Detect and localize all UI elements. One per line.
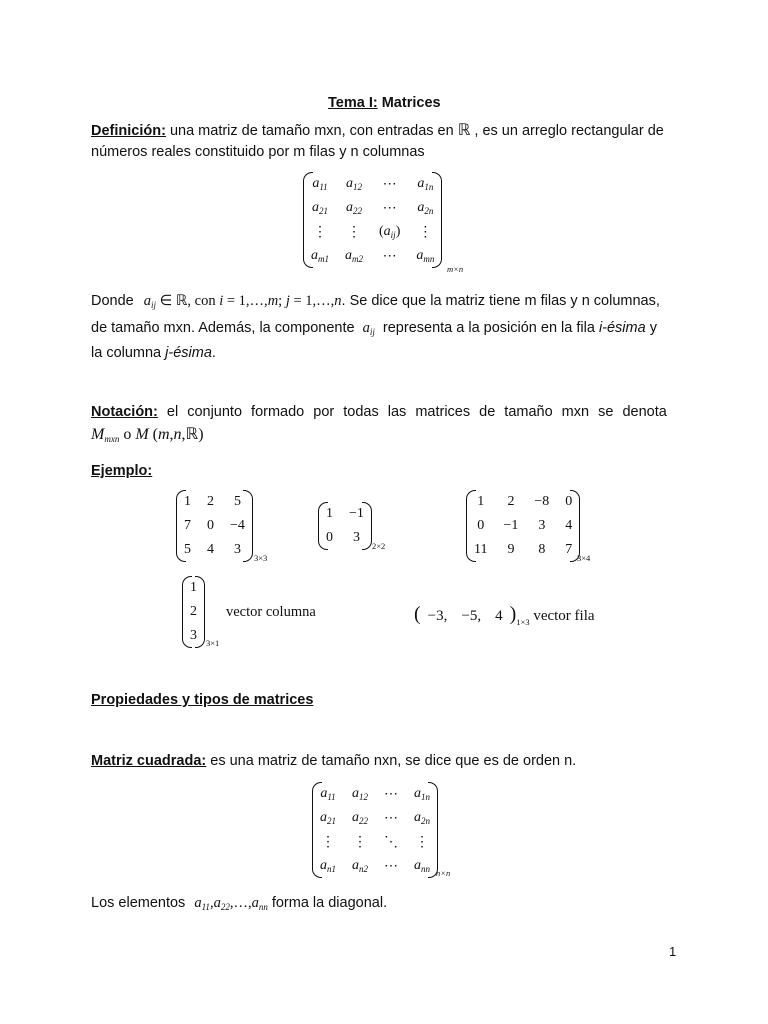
definition-text-b: , es un arreglo rectangular de xyxy=(470,123,664,139)
column-vector-dim: 3×1 xyxy=(206,638,220,648)
matrix-3x4-cell: 1 xyxy=(477,494,485,509)
matrix-3x4-cell: 2 xyxy=(507,494,515,509)
definition-label: Definición: xyxy=(91,123,166,139)
donde-line3-text: la columna xyxy=(91,345,166,361)
donde-line-1: Donde $a_{ij}$ ∈ ℝ, con i = 1,…,m; j = 1,…,n. Se dice que la matriz tiene m filas y n columnas, xyxy=(91,293,660,310)
donde-line2-text: de tamaño mxn. Además, la componente xyxy=(91,320,355,336)
notation-math: $M_{mxn}$ o M (m,n,ℝ) xyxy=(91,426,204,444)
matrix-2x2-cell: 1 xyxy=(326,506,333,521)
matrix-3x4-cell: 0 xyxy=(565,494,573,509)
notation-line xyxy=(91,402,667,422)
column-vector-cell: 3 xyxy=(190,628,197,643)
matrix-3x4-cell: 3 xyxy=(538,518,546,533)
definition-line-2: números reales constituido por m filas y n columnas xyxy=(91,144,425,160)
definition-line-1 xyxy=(91,121,664,141)
matrix-3x3-cell: 2 xyxy=(207,494,214,509)
example-label: Ejemplo: xyxy=(91,463,153,479)
row-vector-entry: −5, xyxy=(461,608,482,624)
diagonal-line: Los elementos $a_{11},a_{22},\dots,a_{nn}$ forma la diagonal. xyxy=(91,895,388,912)
general-matrix: $a_{11}$ $a_{12}$ ⋯ $a_{1n}$ $a_{21}$ $a_{22}$ ⋯ $a_{2n}$ ⋮ ⋮ $(a_{ij})$ ⋮ $a_{m1}$ $a_{m2}$ ⋯ $a_{mn}$ xyxy=(303,172,442,268)
diagonal-text-2: forma la diagonal. xyxy=(267,895,388,911)
row-vector-entry: 4 xyxy=(495,608,503,624)
page-number: 1 xyxy=(669,944,677,959)
donde-line2-text-c: y xyxy=(645,320,657,336)
matrix-3x3-cell: 3 xyxy=(233,542,241,557)
example-matrix-3x4 xyxy=(466,490,580,562)
matrix-3x4-cell: 11 xyxy=(474,542,488,557)
matrix-3x3-cell: 7 xyxy=(184,518,191,533)
example-matrix-3x3 xyxy=(176,490,253,562)
example-matrix-2x2 xyxy=(318,502,372,550)
donde-text: Donde xyxy=(91,293,134,309)
matrix-3x4-cell: 7 xyxy=(565,542,573,557)
matrix-2x2-cell: −1 xyxy=(349,506,364,521)
donde-line3-italic: j-ésima xyxy=(165,345,212,361)
matrix-3x3-cell: 1 xyxy=(184,494,191,509)
donde-text-2: . Se dice que la matriz tiene m filas y n columnas, xyxy=(341,293,660,309)
matrix-3x3-cell: 0 xyxy=(207,518,214,533)
matrix-3x4-cell: 8 xyxy=(538,542,546,557)
example-column-vector xyxy=(182,576,205,648)
real-numbers-symbol: ℝ xyxy=(457,122,471,139)
row-vector-dim: 1×3 xyxy=(516,617,530,627)
donde-line2-text-b: representa a la posición en la fila xyxy=(378,320,599,336)
matrix-3x4-dim: 3×4 xyxy=(577,553,591,563)
column-vector-label: vector columna xyxy=(226,604,316,620)
general-matrix-dim: m×n xyxy=(447,264,464,274)
column-vector-cell: 2 xyxy=(190,604,197,619)
matrix-3x3-cell: −4 xyxy=(230,518,245,533)
row-vector-label: vector fila xyxy=(533,608,595,624)
notation-text: el conjunto formado por todas las matrices de tamaño mxn se denota xyxy=(157,404,667,420)
matrix-3x4-cell: −1 xyxy=(503,518,519,533)
matrix-3x3-dim: 3×3 xyxy=(254,553,268,563)
matrix-3x4-cell: −8 xyxy=(534,494,550,509)
matrix-2x2-dim: 2×2 xyxy=(372,541,386,551)
diagonal-text: Los elementos xyxy=(91,895,186,911)
square-matrix: $a_{11}$ $a_{12}$ ⋯ $a_{1n}$ $a_{21}$ $a_{22}$ ⋯ $a_{2n}$ ⋮ ⋮ ⋱ ⋮ $a_{n1}$ $a_{n2}$ ⋯ $a_{nn}$ xyxy=(312,782,438,878)
matrix-3x4-cell: 9 xyxy=(507,542,515,557)
matrix-2x2-cell: 0 xyxy=(326,530,333,545)
square-matrix-label: Matriz cuadrada: xyxy=(91,753,207,769)
properties-heading: Propiedades y tipos de matrices xyxy=(91,692,314,708)
definition-text-a: una matriz de tamaño mxn, con entradas en xyxy=(165,123,454,139)
column-vector-cell: 1 xyxy=(190,580,197,595)
donde-line3-end: . xyxy=(211,345,216,361)
donde-line-3 xyxy=(91,343,216,363)
donde-line2-italic: i-ésima xyxy=(598,320,646,336)
matrix-3x3-cell: 5 xyxy=(184,542,191,557)
square-matrix-line xyxy=(91,751,576,771)
donde-line-2: de tamaño mxn. Además, la componente $a_{ij}$ representa a la posición en la fila i-ésima y xyxy=(91,320,657,337)
title-rest: Matrices xyxy=(377,95,441,111)
notation-label: Notación: xyxy=(91,404,158,420)
square-matrix-dim: n×n xyxy=(436,868,451,878)
matrix-3x4-cell: 4 xyxy=(565,518,573,533)
matrix-3x3-cell: 4 xyxy=(207,542,214,557)
row-vector-entry: −3, xyxy=(427,608,448,624)
page-title xyxy=(328,93,441,113)
square-matrix-text: es una matriz de tamaño nxn, se dice que es de orden n. xyxy=(206,753,577,769)
matrix-3x4-cell: 0 xyxy=(477,518,485,533)
matrix-3x3-cell: 5 xyxy=(233,494,241,509)
example-row-vector: ( −3, −5, 4 )$_{1\times 3}$ vector fila xyxy=(414,603,595,627)
matrix-2x2-cell: 3 xyxy=(352,530,360,545)
title-underlined: Tema I: xyxy=(328,95,378,111)
